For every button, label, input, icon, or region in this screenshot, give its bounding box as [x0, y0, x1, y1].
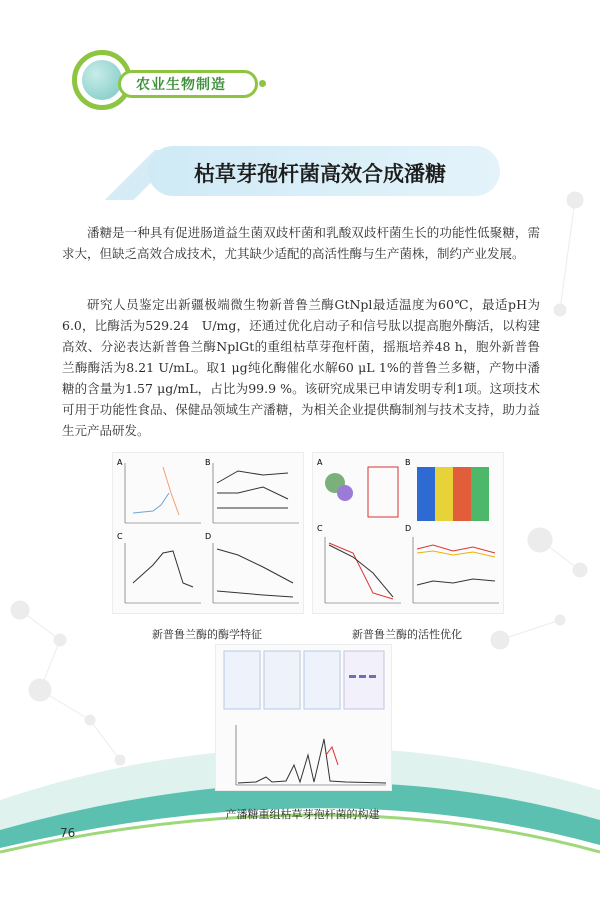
- panel-label-c: C: [117, 532, 123, 541]
- figure-caption-enzymology: 新普鲁兰酶的酶学特征: [152, 628, 262, 641]
- section-label: 农业生物制造: [136, 77, 226, 93]
- panel-label-b-2: B: [405, 458, 411, 467]
- panel-label-d: D: [205, 532, 212, 541]
- panel-label-a-2: A: [317, 458, 323, 467]
- panel-label-d-2: D: [405, 524, 412, 533]
- figure-caption-optimization: 新普鲁兰酶的活性优化: [352, 628, 462, 641]
- figure-activity-optimization: [312, 452, 504, 614]
- figure-enzymology: [112, 452, 304, 614]
- badge-dot: [259, 80, 266, 87]
- figure-strain-construction: [215, 644, 392, 791]
- panel-label-c-2: C: [317, 524, 323, 533]
- panel-label-b: B: [205, 458, 211, 467]
- page-title: 枯草芽孢杆菌高效合成潘糖: [194, 161, 446, 186]
- figure-caption-construction: 产潘糖重组枯草芽孢杆菌的构建: [225, 808, 380, 821]
- paragraph-intro: 潘糖是一种具有促进肠道益生菌双歧杆菌和乳酸双歧杆菌生长的功能性低聚糖，需求大，但缺乏高效合成技术，尤其缺少适配的高活性酶与生产菌株，制约产业发展。: [62, 225, 540, 261]
- molecule-icon: [82, 60, 122, 100]
- paragraph-research: 研究人员鉴定出新疆极端微生物新普鲁兰酶GtNpl最适温度为60℃，最适pH为6.0，比酶活为529.24 U/mg，还通过优化启动子和信号肽以提高胞外酶活，以构建高效、分泌表达新普鲁兰酶NplGt的重组枯草芽孢杆菌，摇瓶培养48 h，胞外新普鲁兰酶酶活为8.21 U/mL。取1 μg纯化酶催化水解60 μL 1%的普鲁兰多糖，产物中潘糖的含量为1.57 μg/mL，占比为99.9 %。该研究成果已申请发明专利1项。这项技术可用于功能性食品、保健品领域生产潘糖，为相关企业提供酶制剂与技术支持，助力益生元产品研发。: [62, 297, 540, 438]
- panel-label-a: A: [117, 458, 123, 467]
- page-number: 76: [60, 826, 76, 840]
